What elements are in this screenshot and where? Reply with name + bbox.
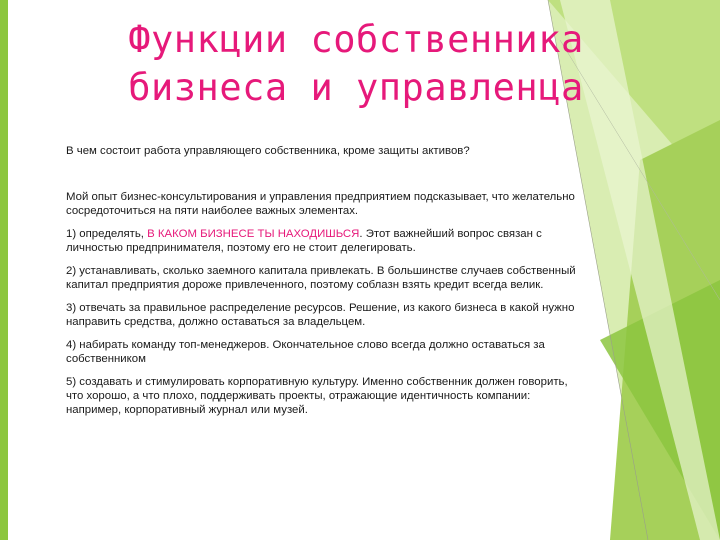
item-5-paragraph: 5) создавать и стимулировать корпоративную культуру. Именно собственник должен говорить, что хорошо, а что плохо, поддерживать проекты, отражающие идентичность компании: например, корпоративный журнал или музей. (66, 376, 568, 416)
item-1-suffix: . Этот важнейший вопрос связан с личностью предпринимателя, поэтому его не стоит делегировать. (66, 228, 542, 254)
item-4-paragraph: 4) набирать команду топ-менеджеров. Окончательное слово всегда должно оставаться за собственником (66, 339, 545, 365)
title-line-2: бизнеса и управленца (128, 66, 584, 109)
item-1-paragraph (66, 227, 582, 255)
slide-title (96, 16, 616, 112)
intro-paragraph: Мой опыт бизнес-консультирования и управления предприятием подсказывает, что желательно сосредоточиться на пяти наиболее важных элементах. (66, 191, 575, 217)
item-1-highlight: В КАКОМ БИЗНЕСЕ ТЫ НАХОДИШЬСЯ (147, 228, 360, 240)
question-paragraph: В чем состоит работа управляющего собственника, кроме защиты активов? (66, 145, 470, 157)
item-2-paragraph: 2) устанавливать, сколько заемного капитала привлекать. В большинстве случаев собственный капитал предприятия дороже привлеченного, поэтому соблазн взять кредит всегда велик. (66, 265, 576, 291)
title-line-1: Функции собственника (128, 18, 584, 61)
body-text (66, 144, 582, 426)
item-3-paragraph: 3) отвечать за правильное распределение ресурсов. Решение, из какого бизнеса в какой нужно направить средства, должно оставаться за владельцем. (66, 302, 575, 328)
item-1-prefix: 1) определять, (66, 228, 148, 240)
